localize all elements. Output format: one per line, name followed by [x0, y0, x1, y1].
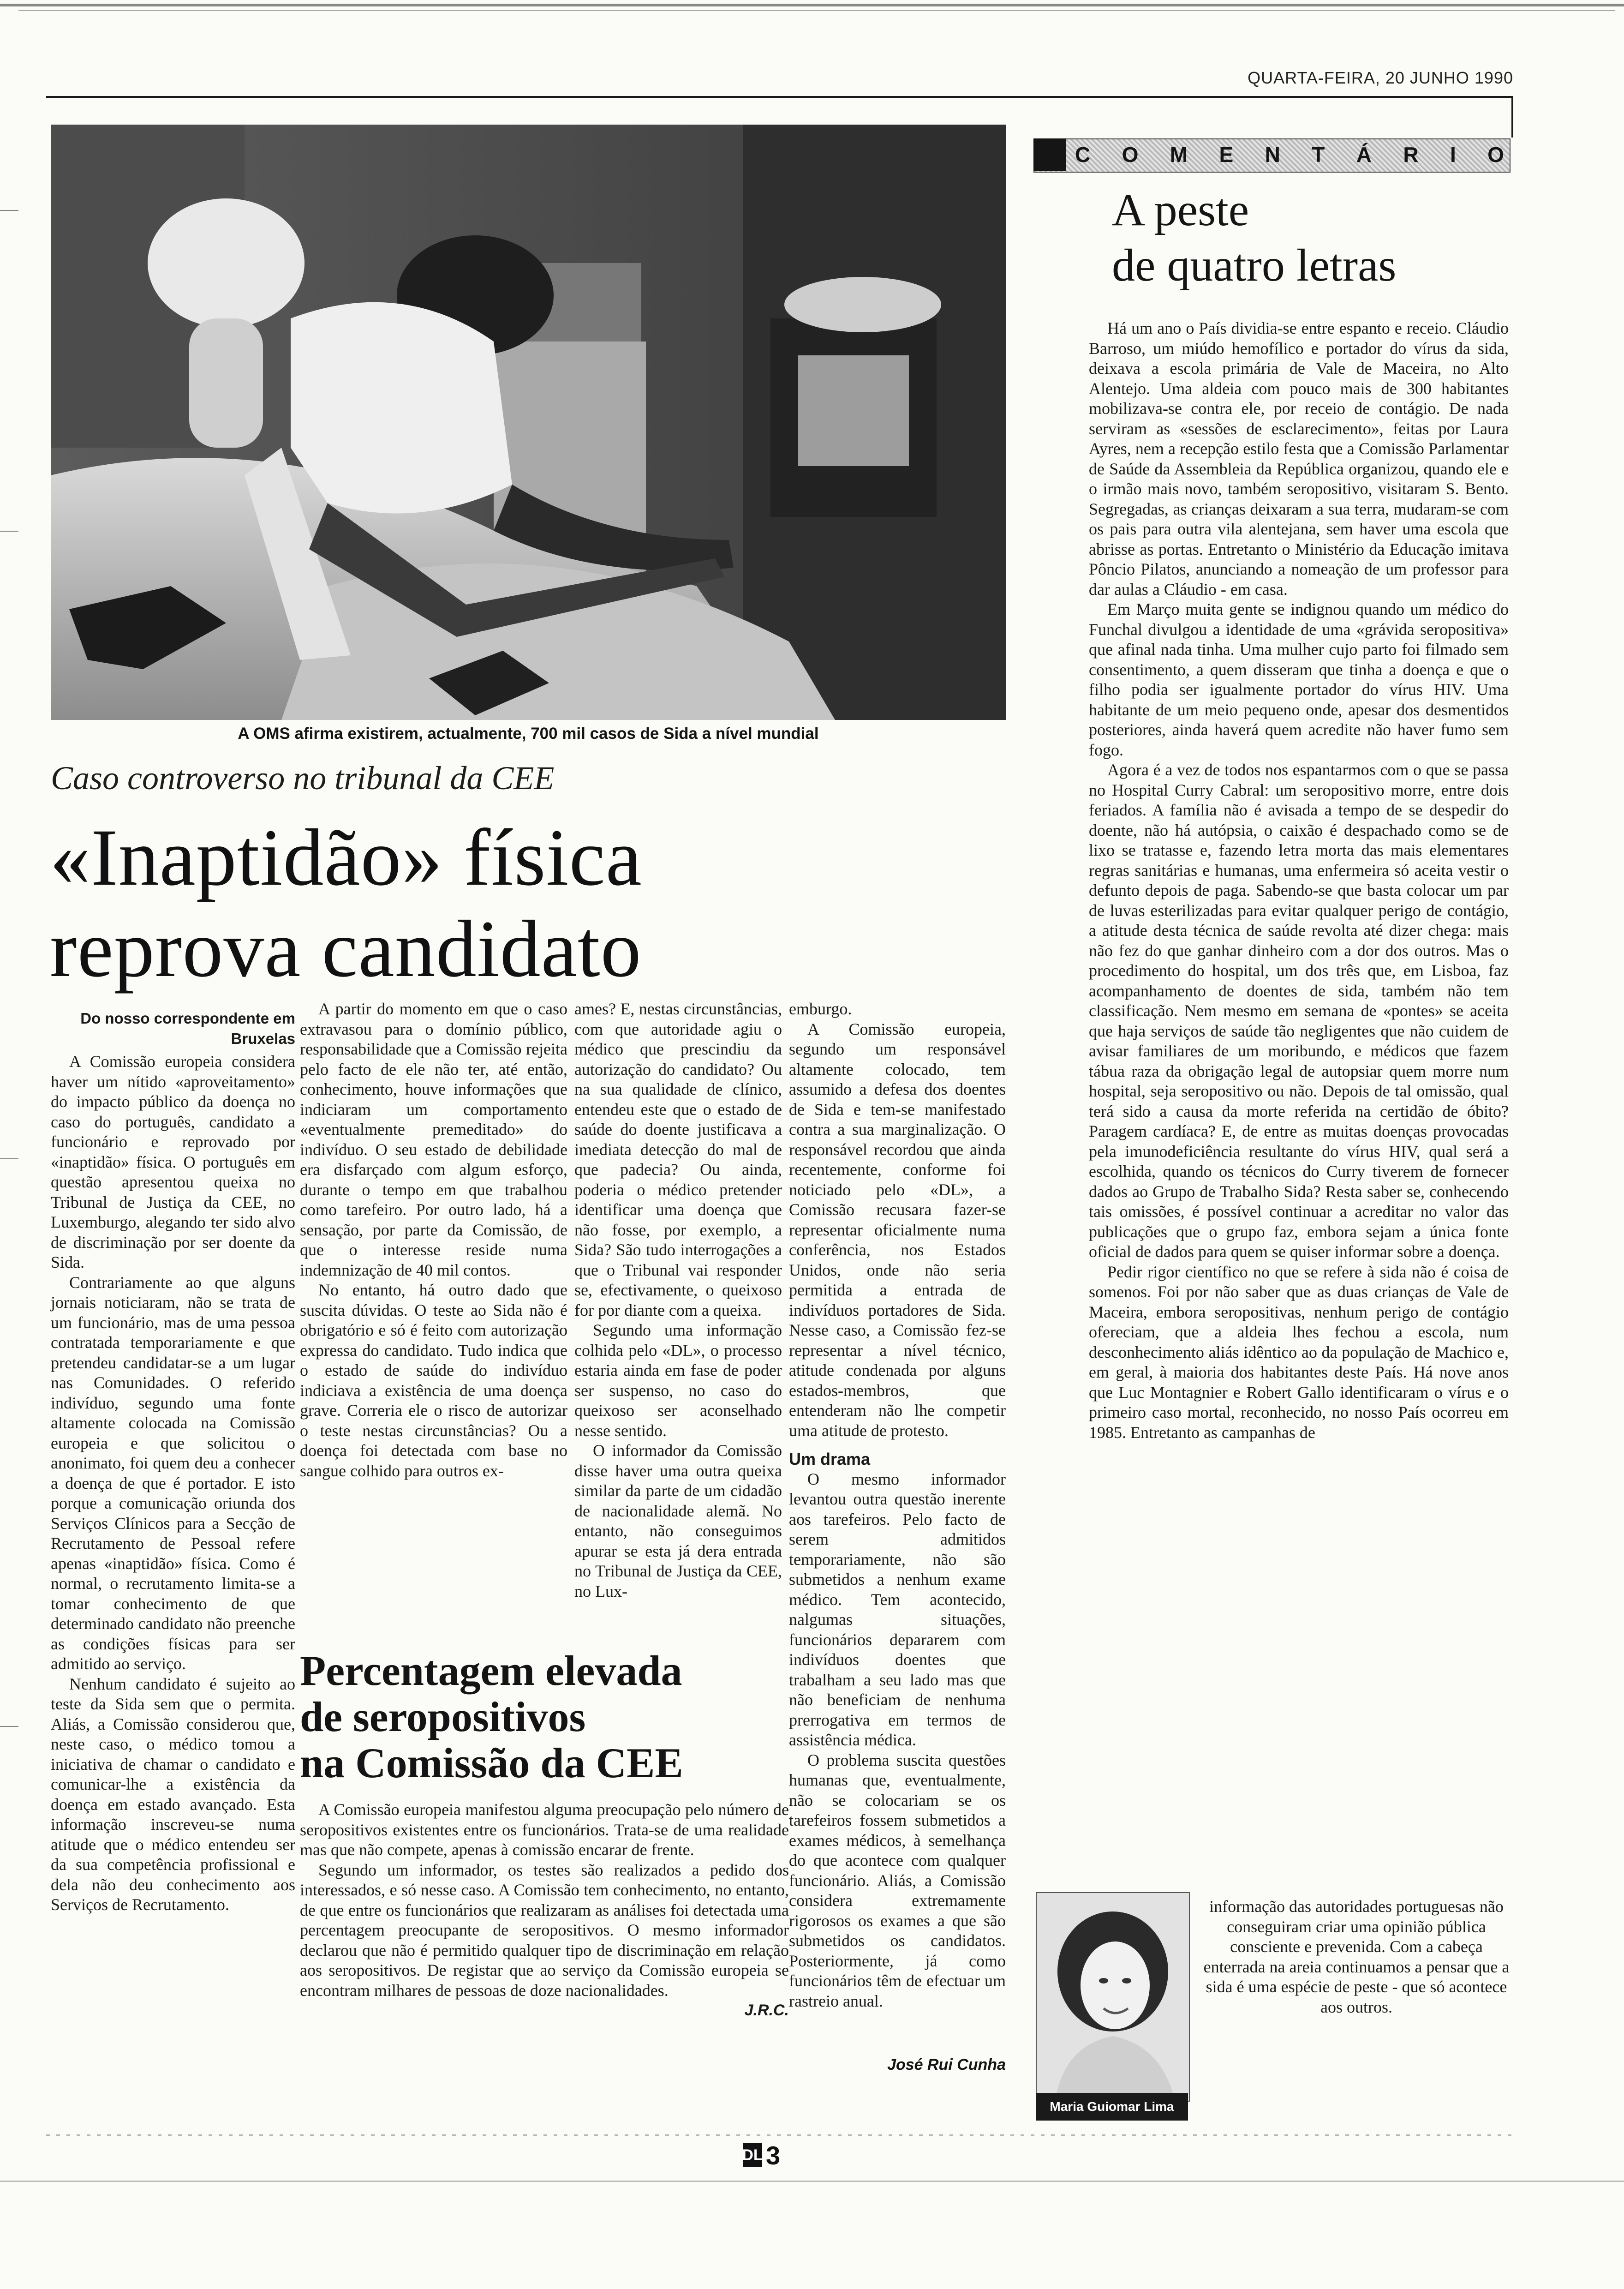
- paragraph: Há um ano o País dividia-se entre espanto e receio. Cláudio Barroso, um miúdo hemofílico e portador do vírus da sida, deixava a escola primária de Vale de Maceira, no Alto Alentejo. Uma aldeia com pouco mais de 300 habitantes mobilizava-se contra ele, por receio de contágio. De nada serviram as «sessões de esclarecimento», feitas por Laura Ayres, nem a recepção estilo festa que a Comissão Parlamentar de Saúde da Assembleia da República organizou, quando ele e o irmão mais novo, também seropositivo, visitaram S. Bento. Segregadas, as crianças deixaram a sua terra, mudaram-se com os pais para outra vila alentejana, sem haver uma escola que abrisse as portas. Entretanto o Ministério da Educação imitava Pôncio Pilatos, anunciando a nomeação de um professor para dar aulas a Cláudio - em casa.: [1089, 319, 1509, 599]
- footer-dotted-rule: [46, 2134, 1513, 2136]
- paragraph: A partir do momento em que o caso extravasou para o domínio público, responsabilidade que a Comissão rejeita pelo facto de ele não ter, até então, conhecimento, houve informações que indiciaram um comportamento «eventualmente premeditado» do indivíduo. O seu estado de debilidade era disfarçado com algum esforço, durante o tempo em que trabalhou como tarefeiro. Por outro lado, há a sensação, por parte da Comissão, de que o interesse reside numa indemnização de 40 mil contos.: [300, 1000, 567, 1279]
- paragraph: No entanto, há outro dado que suscita dúvidas. O teste ao Sida não é obrigatório e só é feito com autorização expressa do candidato. Tudo indica que o estado de saúde do indivíduo indiciava a existência de uma doença grave. Correria ele o risco de autorizar o teste nestas circunstâncias? Ou a doença foi detectada com base no sangue colhido para outros ex-: [300, 1281, 567, 1480]
- header-rule-corner: [1511, 96, 1513, 138]
- news-photo: [51, 125, 1006, 720]
- article-column-2: [300, 999, 567, 1481]
- paragraph: Pedir rigor científico no que se refere à sida não é coisa de somenos. Foi por não saber que as duas crianças de Vale de Maceira, embora seropositivas, nenhum perigo de contágio ofereciam, que a aldeia lhes fechou a escola, num desconhecimento aliás idêntico ao da população de Machico e, em geral, à maioria dos habitantes deste País. Há nove anos que Luc Montagnier e Robert Gallo identificaram o vírus e o primeiro caso mortal, reconhecido, no nosso País ocorreu em 1985. Entretanto as campanhas de: [1089, 1262, 1509, 1442]
- paragraph: emburgo.: [789, 1000, 852, 1018]
- headline-line-1: «Inaptidão» física: [50, 813, 642, 903]
- headline-line-2: reprova candidato: [50, 904, 642, 994]
- article-column-3: [574, 999, 782, 1601]
- margin-mark: [0, 210, 18, 211]
- paragraph: Contrariamente ao que alguns jornais noticiaram, não se trata de um funcionário, mas de uma pessoa contratada temporariamente e que pretendeu candidatar-se a um lugar nas Comunidades. O referido indivíduo, segundo uma fonte altamente colocada na Comissão europeia e que solicitou o anonimato, foi quem deu a conhecer a doença de que é portador. E isto porque a comunicação oriunda dos Serviços Clínicos para a Secção de Recrutamento de Pessoal refere apenas «inaptidão» física. Como é normal, o recrutamento limita-se a tomar conhecimento de que determinado candidato não preenche as condições físicas para ser admitido ao serviço.: [51, 1273, 295, 1673]
- comment-letter: M: [1170, 143, 1188, 167]
- photo-caption: A OMS afirma existirem, actualmente, 700 mil casos de Sida a nível mundial: [238, 725, 819, 743]
- paragraph: ames? E, nestas circunstâncias, com que autoridade agiu o médico que prescindiu da autorização do candidato? Ou na sua qualidade de clínico, entendeu este que o estado de saúde do doente justificava a imediata detecção do mal de que padecia? Ou ainda, poderia o médico pretender identificar uma doença que não fosse, por exemplo, a Sida? São tudo interrogações a que o Tribunal vai responder se, efectivamente, o queixoso for por diante com a queixa.: [574, 1000, 782, 1319]
- comment-letter: O: [1487, 143, 1504, 167]
- comment-label-square: [1033, 138, 1066, 171]
- author-portrait: [1036, 1892, 1190, 2102]
- sub-article-body: [300, 1800, 789, 2021]
- header-date: QUARTA-FEIRA, 20 JUNHO 1990: [1248, 68, 1513, 87]
- comment-letter: O: [1122, 143, 1139, 167]
- header-rule: [46, 96, 1513, 98]
- article-column-1: [51, 1008, 295, 1915]
- comment-letter: N: [1265, 143, 1280, 167]
- sub-headline-line-1: Percentagem elevada: [300, 1647, 682, 1694]
- comment-body-tail: [1200, 1897, 1513, 2017]
- comment-body: [1089, 318, 1509, 1443]
- comment-letter: I: [1450, 143, 1456, 167]
- margin-mark: [0, 531, 18, 532]
- comment-letter: C: [1075, 143, 1091, 167]
- paragraph: A Comissão europeia considera haver um nítido «aproveitamento» do impacto público da doença no caso do português, candidato a funcionário e reprovado por «inaptidão» física. O português em questão apresentou queixa no Tribunal de Justiça da CEE, no Luxemburgo, alegando ter sido alvo de discriminação por ser doente da Sida.: [51, 1052, 295, 1271]
- scan-top-edge: [0, 4, 1624, 6]
- paragraph: Segundo uma informação colhida pelo «DL», o processo estaria ainda em fase de poder ser suspenso, no caso do queixoso ser aconselhado nesse sentido.: [574, 1321, 782, 1440]
- sub-article-signature: J.R.C.: [744, 2001, 789, 2019]
- margin-mark: [0, 1158, 18, 1159]
- article-column-4: [789, 999, 1006, 2011]
- portrait-illustration: [1037, 1893, 1189, 2101]
- article-signature: José Rui Cunha: [887, 2056, 1006, 2073]
- comment-title-line-1: A peste: [1112, 184, 1249, 235]
- comment-letter: E: [1219, 143, 1234, 167]
- scan-top-edge-2: [18, 10, 1615, 11]
- comment-letter: Á: [1356, 143, 1372, 167]
- paragraph: Segundo um informador, os testes são realizados a pedido dos interessados, e só nesse caso. A Comissão tem conhecimento, no entanto, de que entre os funcionários que realizaram as análises foi detectada uma percentagem preocupante de seropositivos. O mesmo informador declarou que não é permitido qualquer tipo de discriminação em relação aos seropositivos. De registar que ao serviço da Comissão europeia se encontram milhares de pessoas de doze nacionalidades.: [300, 1860, 789, 2000]
- paragraph: A Comissão europeia, segundo um responsável altamente colocado, tem assumido a defesa dos doentes de Sida e tem-se manifestado contra a sua marginalização. O responsável recordou que ainda recentemente, conforme foi noticiado pelo «DL», a Comissão recusara fazer-se representar oficialmente numa conferência, nos Estados Unidos, onde não seria permitida a entrada de indivíduos portadores de Sida. Nesse caso, a Comissão fez-se representar a nível técnico, atitude condenada por alguns estados-membros, que entenderam não lhe competir uma atitude de protesto.: [789, 1019, 1006, 1440]
- comment-title: [1112, 182, 1509, 293]
- page-number: 3: [766, 2140, 781, 2170]
- paragraph: A Comissão europeia manifestou alguma preocupação pelo número de seropositivos existentes entre os funcionários. Trata-se de uma realidade mas que não compete, apenas à comissão encarar de frente.: [300, 1800, 789, 1859]
- footer-logo: [743, 2141, 812, 2169]
- paragraph: O informador da Comissão disse haver uma outra queixa similar da parte de um cidadão de nacionalidade alemã. No entanto, não conseguimos apurar se esta já dera entrada no Tribunal de Justiça da CEE, no Lux-: [574, 1441, 782, 1600]
- comment-letter: T: [1312, 143, 1325, 167]
- comment-letter: R: [1403, 143, 1419, 167]
- comment-title-line-2: de quatro letras: [1112, 240, 1397, 291]
- photo-illustration: [51, 125, 1006, 720]
- sub-article-headline: [300, 1648, 821, 1786]
- portrait-caption: Maria Guiomar Lima: [1036, 2093, 1188, 2121]
- paragraph: O mesmo informador levantou outra questão inerente aos tarefeiros. Pelo facto de serem admitidos temporariamente, não são submetidos a nenhum exame médico. Tem acontecido, nalgumas situações, funcionários depararem com indivíduos doentes que trabalham a seu lado mas que não beneficiam de nenhuma prerrogativa em termos de assistência médica.: [789, 1469, 1006, 1749]
- sub-headline-line-3: na Comissão da CEE: [300, 1739, 683, 1786]
- paragraph: Nenhum candidato é sujeito ao teste da Sida sem que o permita. Aliás, a Comissão considerou que, neste caso, o médico tomou a iniciativa de chamar o candidato e comunicar-lhe a existência da doença em estado avançado. Esta informação inscreveu-se numa atitude que o médico entendeu ser da sua competência profissional e dela não deu conhecimento aos Serviços de Recrutamento.: [51, 1674, 295, 1914]
- margin-mark: [0, 1726, 18, 1727]
- subhead: Um drama: [789, 1450, 871, 1468]
- sub-headline-line-2: de seropositivos: [300, 1693, 586, 1740]
- paragraph: informação das autoridades portuguesas não conseguiram criar uma opinião pública consciente e prevenida. Com a cabeça enterrada na areia continuamos a pensar que a sida é uma espécie de peste - que só acontece aos outros.: [1203, 1897, 1510, 2016]
- scan-bottom-edge: [0, 2181, 1624, 2182]
- comment-label: [1075, 141, 1504, 168]
- paragraph: O problema suscita questões humanas que, eventualmente, não se colocariam se os tarefeiros fossem submetidos a exames médicos, à semelhança do que acontece com qualquer funcionário. Aliás, a Comissão considera extremamente rigorosos os exames a que são submetidos os candidatos. Posteriormente, já como funcionários têm de efectuar um rastreio anual.: [789, 1750, 1006, 2010]
- article-headline: [50, 812, 1009, 995]
- correspondent-byline: Do nosso correspondente em Bruxelas: [80, 1010, 295, 1047]
- logo-mark: DL: [743, 2143, 762, 2167]
- paragraph: Em Março muita gente se indignou quando um médico do Funchal divulgou a identidade de uma «grávida seropositiva» que afinal nada tinha. Uma mulher cujo parto foi filmado sem consentimento, a quem disseram que tinha a doença e que o filho podia ser igualmente portador do vírus HIV. Uma habitante de um meio pequeno onde, apesar dos desmentidos posteriores, ainda haverá quem acredite não haver fumo sem fogo.: [1089, 600, 1509, 759]
- paragraph: Agora é a vez de todos nos espantarmos com o que se passa no Hospital Curry Cabral: um seropositivo morre, entre dois feriados. A família não é avisada a tempo de se despedir do doente, não há autópsia, o caixão é despachado como se de lixo se tratasse e, fazendo letra morta das mais elementares regras sanitárias e humanas, uma enfermeira só aceita vestir o defunto depois de paga. Sabendo-se que basta colocar um par de luvas esterilizadas para evitar qualquer perigo de contágio, a atitude desta técnica de saúde revolta até dizer chega: mais não fez do que ganhar dinheiro com a dor dos outros. Mas o procedimento do hospital, um dos três que, em Lisboa, faz acompanhamento de doentes de sida, também não tem classificação. Nem mesmo em semana de «pontes» se aceita que haja serviços de saúde tão negligentes que não cuidem de avisar familiares de um moribundo, e médicos que fazem tábua raza da obrigação legal de autopsiar quem morre num hospital, seja seropositivo ou não. Depois de tal omissão, qual terá sido a causa da morte referida na certidão de óbito? Paragem cardíaca? E, de entre as muitas doenças provocadas pela imunodeficiência resultante do vírus HIV, qual será a escolhida, quando os técnicos do Curry tiverem de fornecer dados ao Grupo de Trabalho Sida? Resta saber se, conhecendo tais omissões, é possível continuar a acreditar no valor das publicações que o grupo faz, embora sejam a única fonte oficial de dados para quem se quiser informar sobre a doença.: [1089, 761, 1509, 1261]
- article-kicker: Caso controverso no tribunal da CEE: [51, 760, 555, 797]
